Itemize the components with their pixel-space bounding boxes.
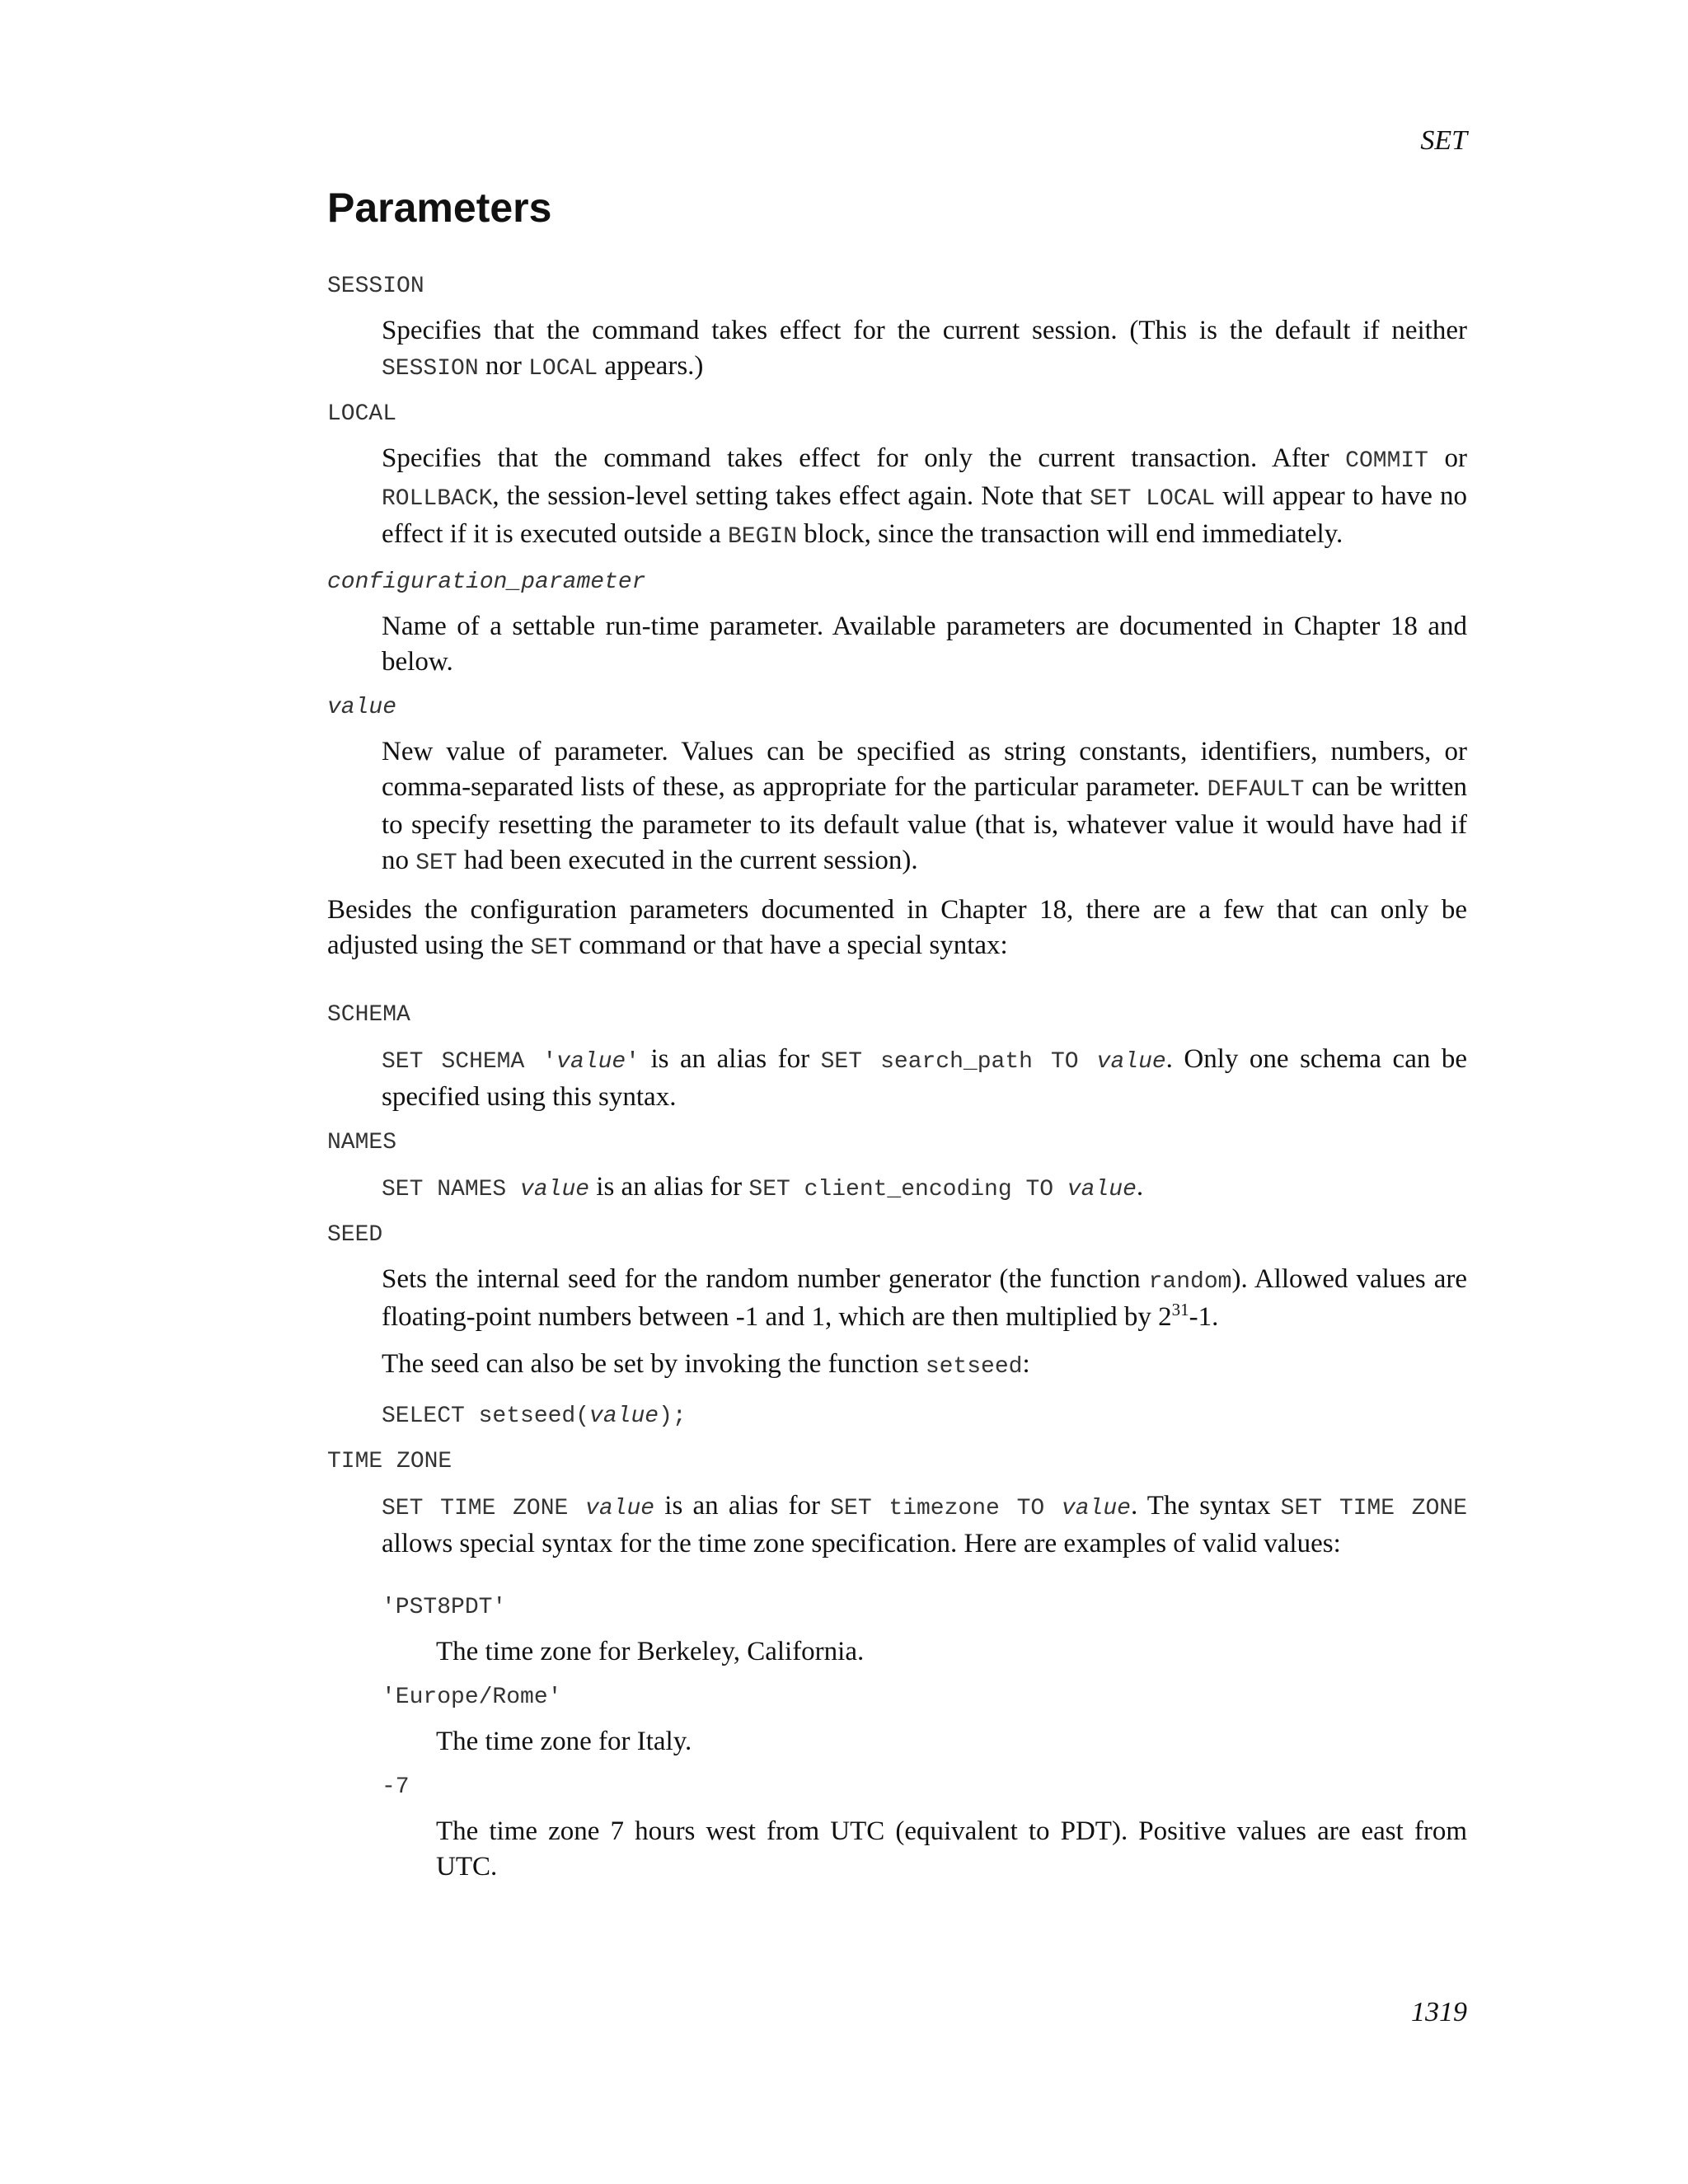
desc-names — [382, 1169, 1467, 1207]
desc-schema — [382, 1042, 1467, 1115]
page-content — [327, 183, 1467, 1896]
text: can be written to specify resetting the parameter to its default value (that is, whatever value it would have had if no — [382, 772, 1467, 875]
code-text: SELECT setseed( — [382, 1404, 590, 1429]
code-text: SET SCHEMA ' — [382, 1049, 557, 1075]
code: SET LOCAL — [1090, 486, 1216, 512]
text: Besides the configuration parameters documented in Chapter 18, there are a few that can only be adjusted using the — [327, 895, 1467, 960]
code: SESSION — [382, 356, 479, 382]
code-var: value — [1096, 1049, 1166, 1075]
code-var: value — [1067, 1177, 1137, 1202]
code: random — [1148, 1269, 1232, 1295]
text: will appear to have no effect if it is executed outside a — [382, 481, 1467, 549]
text: Specifies that the command takes effect for the current session. (This is the default if neither — [382, 316, 1467, 345]
code: SET — [530, 935, 572, 961]
desc-session — [382, 313, 1467, 387]
code: ROLLBACK — [382, 486, 493, 512]
term-configuration-parameter: configuration_parameter — [327, 569, 646, 595]
term-seed: SEED — [327, 1222, 383, 1248]
term-value: value — [327, 695, 397, 720]
section-title: Parameters — [327, 185, 552, 231]
text: is an alias for — [639, 1044, 821, 1074]
text: -1. — [1189, 1302, 1219, 1332]
desc-local — [382, 441, 1467, 555]
code-text: ' — [626, 1049, 640, 1075]
text: . The syntax — [1130, 1491, 1281, 1521]
code-text: SET TIME ZONE — [382, 1496, 586, 1521]
code: setseed — [925, 1354, 1023, 1380]
desc-europe-rome: The time zone for Italy. — [436, 1727, 692, 1756]
code-text: SET NAMES — [382, 1177, 521, 1202]
text: is an alias for — [589, 1172, 749, 1202]
code-text: SET search_path TO — [820, 1049, 1097, 1075]
desc-time-zone — [382, 1488, 1467, 1562]
code-text: SET timezone TO — [830, 1496, 1062, 1521]
text: or — [1428, 443, 1467, 473]
term-minus-7: -7 — [382, 1774, 410, 1800]
text: The seed can also be set by invoking the function — [382, 1349, 926, 1379]
term-session: SESSION — [327, 274, 424, 299]
text: . — [1136, 1172, 1144, 1202]
term-europe-rome: 'Europe/Rome' — [382, 1685, 562, 1710]
desc-pst8pdt: The time zone for Berkeley, California. — [436, 1637, 865, 1666]
code — [382, 1404, 687, 1429]
text: allows special syntax for the time zone specification. Here are examples of valid values: — [382, 1529, 1341, 1558]
code-var: value — [1061, 1496, 1131, 1521]
code: COMMIT — [1345, 448, 1428, 474]
text: Specifies that the command takes effect for only the current transaction. After — [382, 443, 1346, 473]
desc-configuration-parameter: Name of a settable run-time parameter. Available parameters are documented in Chapter 18 and below. — [382, 612, 1467, 677]
text: appears.) — [598, 351, 704, 381]
desc-seed-setseed — [382, 1347, 1467, 1385]
code — [830, 1496, 1131, 1521]
code — [748, 1177, 1136, 1202]
desc-minus-7: The time zone 7 hours west from UTC (equivalent to PDT). Positive values are east from UTC. — [436, 1816, 1467, 1882]
term-pst8pdt: 'PST8PDT' — [382, 1595, 507, 1620]
code: SET TIME ZONE — [1280, 1496, 1468, 1521]
code — [382, 1177, 589, 1202]
text: is an alias for — [654, 1491, 831, 1521]
term-schema: SCHEMA — [327, 1002, 410, 1028]
code: SET — [415, 851, 457, 876]
besides-paragraph — [327, 893, 1467, 966]
code-var: value — [520, 1177, 590, 1202]
desc-seed — [382, 1262, 1467, 1335]
text: Sets the internal seed for the random number generator (the function — [382, 1264, 1149, 1294]
code — [382, 1049, 640, 1075]
text: block, since the transaction will end immediately. — [797, 519, 1343, 549]
term-time-zone: TIME ZONE — [327, 1449, 452, 1474]
code-text: SET client_encoding TO — [748, 1177, 1067, 1202]
text: New value of parameter. Values can be specified as string constants, identifiers, numbers, or comma-separated lists of these, as appropriate for the particular parameter. — [382, 737, 1467, 802]
code: LOCAL — [528, 356, 598, 382]
desc-value — [382, 734, 1467, 881]
text: had been executed in the current session). — [457, 846, 918, 875]
text: nor — [478, 351, 529, 381]
code: BEGIN — [727, 524, 797, 550]
code — [382, 1496, 654, 1521]
code-example-setseed — [382, 1396, 1467, 1434]
text: command or that have a special syntax: — [571, 930, 1008, 960]
code — [821, 1049, 1166, 1075]
term-names: NAMES — [327, 1130, 397, 1155]
code-var: value — [585, 1496, 655, 1521]
page-number: 1319 — [1411, 1997, 1467, 2027]
term-local: LOCAL — [327, 401, 397, 427]
text: : — [1022, 1349, 1030, 1379]
code-var: value — [556, 1049, 626, 1075]
text: , the session-level setting takes effect again. Note that — [492, 481, 1090, 511]
code-var: value — [589, 1404, 659, 1429]
text: ). Allowed values are floating-point numbers between -1 and 1, which are then multiplied by 2 — [382, 1264, 1467, 1332]
running-header: SET — [1420, 125, 1467, 156]
text: . Only one schema can be specified using this syntax. — [382, 1044, 1467, 1112]
superscript: 31 — [1171, 1300, 1189, 1319]
code-text: ); — [659, 1404, 687, 1429]
code: DEFAULT — [1207, 777, 1305, 803]
